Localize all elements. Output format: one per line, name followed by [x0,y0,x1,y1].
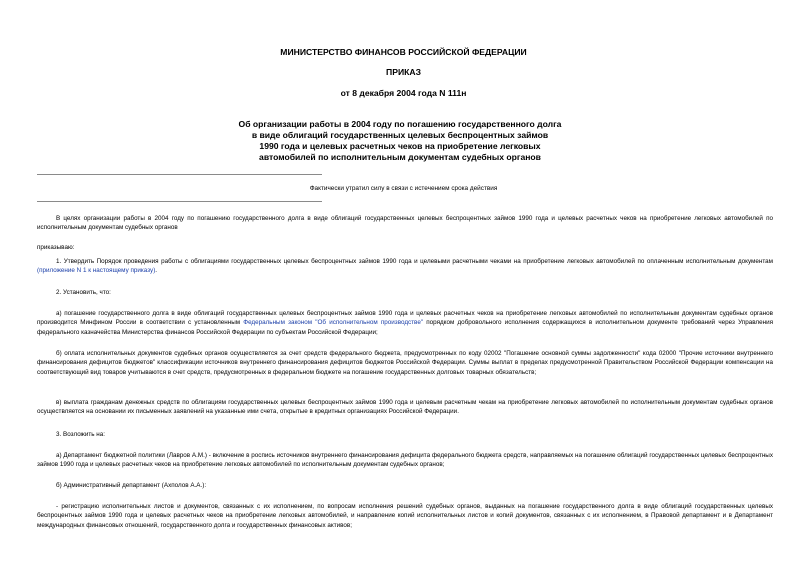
paragraph-3a: а) Департамент бюджетной политики (Лавров А.М.) - включение в роспись источников внутреннего финансирования дефицита федерального бюджета средств, направляемых на погашение облигаций государственных целевых беспроцентных займов 1990 года и целевых расчетных чеков на приобретение легковых автомобилей по исполнительным документам судебных органов; [37,452,773,469]
appendix-1-link[interactable]: (приложение N 1 к настоящему приказу) [37,267,156,275]
paragraph-2a [37,309,773,337]
title-line: 1990 года и целевых расчетных чеков на приобретение легковых [259,141,541,151]
paragraph-1 [37,257,773,276]
divider-bottom [37,201,322,202]
ministry-name: МИНИСТЕРСТВО ФИНАНСОВ РОССИЙСКОЙ ФЕДЕРАЦИИ [280,47,527,57]
paragraph-intro: В целях организации работы в 2004 году по погашению государственного долга в виде облигаций государственных целевых беспроцентных займов 1990 года и целевых расчетных чеков на приобретение легковых автомобилей по исполнительным документам судебных органов [37,215,773,232]
paragraph-2v: в) выплата гражданам денежных средств по облигациям государственных целевых беспроцентных займов 1990 года и целевым расчетным чекам на приобретение легковых автомобилей по исполнительным документам судебных органов осуществляется на основании их письменных заявлений на указанные ими счета, открытые в кредитных организациях Российской Федерации. [37,399,773,416]
paragraph-2a-text: а) погашение государственного долга в виде облигаций государственных целевых беспроцентных займов 1990 года и целевых расчетных чеков на приобретение легковых автомобилей по исполнительным документам судебных органов производится Минфином России в соответствии с установленным [37,310,773,327]
paragraph-1-text: 1. Утвердить Порядок проведения работы с облигациями государственных целевых беспроцентных займов 1990 года и целевыми расчетными чеками на приобретение легковых автомобилей по оплаченным исполнительным документам [56,258,773,265]
title-line: Об организации работы в 2004 году по погашению государственного долга [238,119,562,129]
paragraph-2: 2. Установить, что: [56,289,111,296]
paragraph-prikazyvayu: приказываю: [37,244,75,251]
paragraph-2a-text-end: порядком добровольного исполнения содержащихся в исполнительном документе требований через Управления федерального казначейства Министерства финансов Российской Федерации по субъектам Российской Федерации; [37,319,773,336]
paragraph-3b: б) Административный департамент (Ахполов А.А.): [56,482,207,489]
document-type: ПРИКАЗ [386,67,421,77]
paragraph-1-end: . [155,267,158,275]
document-date: от 8 декабря 2004 года N 111н [340,88,467,98]
document-title [140,119,660,163]
paragraph-2b: б) оплата исполнительных документов судебных органов осуществляется за счет средств федерального бюджета, предусмотренных по коду 02002 "Погашение основной суммы задолженности" кода 02000 "Прочие источники внутреннего финансирования дефицитов бюджетов" классификации источников внутреннего финансирования дефицитов бюджетов Российской Федерации. Суммы выплат в пределах предусмотренной Правительством Российской Федерации компенсации на соответствующий вид товаров учитываются в счет средств, предусмотренных в федеральном бюджете на погашение государственных долговых товарных обязательств; [37,350,773,376]
divider-top [37,174,322,175]
title-line: автомобилей по исполнительным документам судебных органов [259,152,541,162]
paragraph-3: 3. Возложить на: [56,431,105,438]
title-line: в виде облигаций государственных целевых беспроцентных займов [251,130,549,140]
paragraph-3b-dash: - регистрацию исполнительных листов и документов, связанных с их исполнением, по вопросам исполнения решений судебных органов, выданных на погашение государственного долга в виде облигаций государственных целевых беспроцентных займов 1990 года и целевых расчетных чеков на приобретение легковых автомобилей, и направление копий исполнительных листов и копий документов, связанных с их исполнением, в Правовой департамент и в Департамент международных финансовых отношений, государственного долга и государственных финансовых активов; [37,503,773,529]
federal-law-link[interactable]: Федеральным законом "Об исполнительном производстве" [243,319,424,327]
status-note: Фактически утратил силу в связи с истечением срока действия [309,185,498,192]
